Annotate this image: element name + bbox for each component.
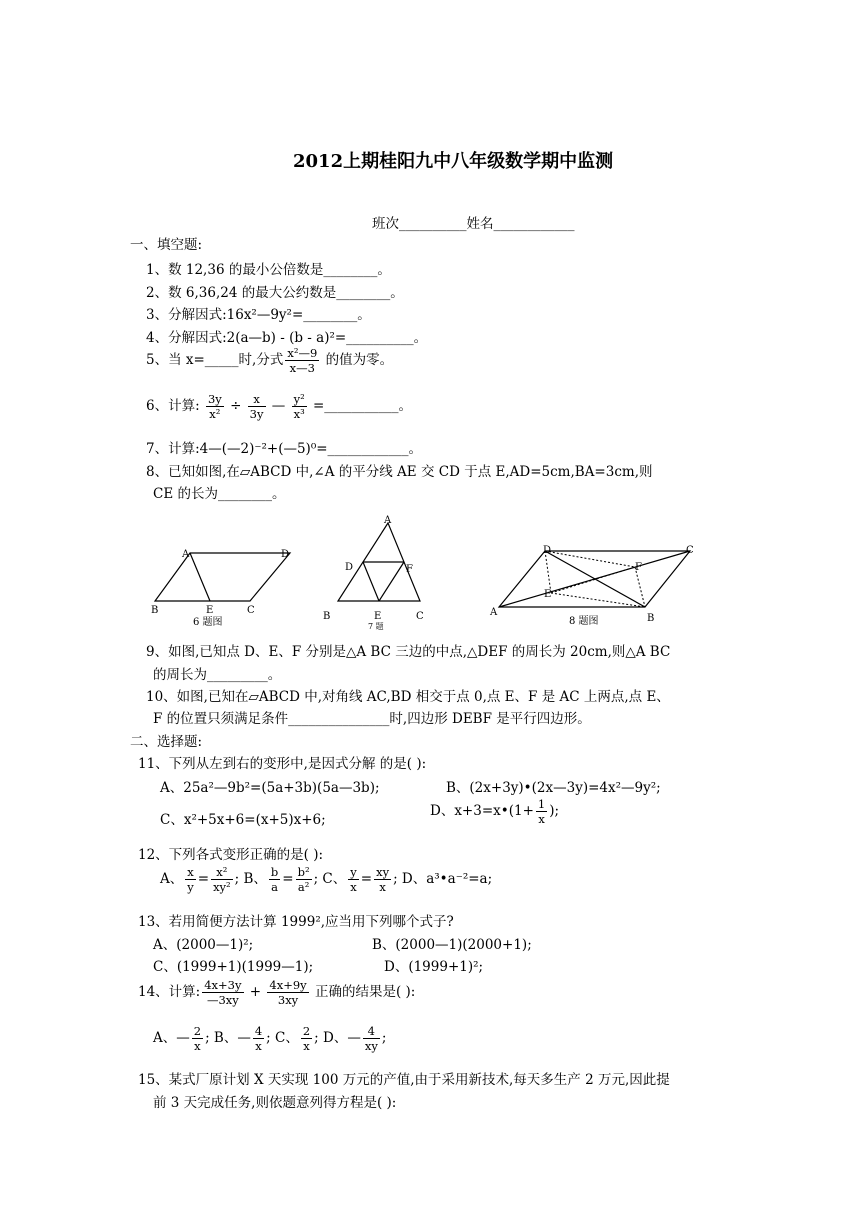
question-11-option-D: D、x+3=x•(1+ $\frac{1}{x}$ ); [430,797,560,826]
question-13-option-D: D、(1999+1)²; [384,959,484,975]
svg-text:C: C [686,545,694,556]
svg-text:C: C [247,605,255,616]
svg-text:E: E [206,605,214,616]
svg-text:D: D [281,549,290,560]
question-1: 1、数 12,36 的最小公倍数是________。 [146,262,391,278]
figure-8-parallelogram [485,543,710,628]
question-11-option-B: B、(2x+3y)•(2x—3y)=4x²—9y²; [446,780,661,796]
figure-7-triangle [318,515,428,630]
svg-text:F: F [635,562,642,573]
figure-6-parallelogram [145,545,305,630]
question-14-options: A、— $\frac{2}{x}$ ; B、— $\frac{4}{x}$ ; C、 $\frac{2}{x}$ ; D、— $\frac{4}{xy}$ ; [153,1024,387,1053]
figure-caption: 6 题图 [193,617,223,628]
question-13-option-C: C、(1999+1)(1999—1); [153,959,314,975]
question-9-line1: 9、如图,已知点 D、E、F 分别是△A BC 三边的中点,△DEF 的周长为 20cm,则△A BC [146,644,671,660]
svg-text:D: D [345,562,354,573]
question-6: 6、计算: $\frac{3y}{\text{x²}}$ ÷ $\frac{x}{3y}$ — $\frac{\text{y²}}{\text{x³}}$ =___________。 [146,392,413,421]
svg-text:C: C [416,611,424,622]
svg-text:A: A [182,549,190,560]
question-13-option-A: A、(2000—1)²; [153,937,254,953]
question-12-options: A、 $\frac{x}{y}$ = $\frac{\text{x²}}{\text{xy²}}$ ; B、 $\frac{b}{a}$ = $\frac{\text{b²}}{\text{a²}}$ ; C、 $\frac{y}{x}$ = $\frac{xy}{x}$ ; D、a³•a⁻²=a; [160,865,493,894]
question-8-line1: 8、已知如图,在▱ABCD 中,∠A 的平分线 AE 交 CD 于点 E,AD=5cm,BA=3cm,则 [146,464,653,480]
question-14: 14、计算: $\frac{4x+3y}{—3xy}$ + $\frac{4x+9y}{3xy}$ 正确的结果是( ): [138,978,416,1007]
question-8-line2: CE 的长为________。 [153,486,286,502]
question-13-option-B: B、(2000—1)(2000+1); [372,937,532,953]
question-11-option-C: C、x²+5x+6=(x+5)x+6; [160,812,326,828]
svg-text:A: A [384,515,392,526]
question-13: 13、若用简便方法计算 1999²,应当用下列哪个式子? [138,914,454,930]
figure-caption: 7 题 [368,622,384,630]
svg-text:F: F [406,564,413,575]
question-3: 3、分解因式:16x²—9y²=________。 [146,307,371,323]
svg-text:D: D [543,545,552,556]
question-7: 7、计算:4—(—2)⁻²+(—5)⁰=____________。 [146,441,423,457]
page-title: 2012上期桂阳九中八年级数学期中监测 [293,151,614,172]
question-15-line1: 15、某式厂原计划 X 天实现 100 万元的产值,由于采用新技术,每天多生产 2 万元,因此提 [138,1072,670,1088]
question-9-line2: 的周长为_________。 [153,667,282,683]
question-11-option-A: A、25a²—9b²=(5a+3b)(5a—3b); [160,780,380,796]
svg-text:B: B [323,611,331,622]
fraction: $\frac{\text{x²—9}}{x—3}$ [287,346,318,375]
svg-text:E: E [374,611,382,622]
svg-text:B: B [647,613,655,624]
question-10-line2: F 的位置只须满足条件_______________时,四边形 DEBF 是平行四边形。 [153,711,591,727]
question-5: 5、当 x=_____时,分式 $\frac{\text{x²—9}}{x—3}$ 的值为零。 [146,346,394,375]
question-4: 4、分解因式:2(a—b) - (b - a)²=__________。 [146,330,428,346]
question-12: 12、下列各式变形正确的是( ): [138,847,324,863]
figure-caption: 8 题图 [569,616,599,627]
svg-text:E: E [544,589,552,600]
question-10-line1: 10、如图,已知在▱ABCD 中,对角线 AC,BD 相交于点 0,点 E、F 是 AC 上两点,点 E、 [146,689,670,705]
question-11: 11、下列从左到右的变形中,是因式分解 的是( ): [138,756,427,772]
section-fill-blank: 一、填空题: [130,237,203,253]
class-name-line: 班次__________姓名____________ [372,216,575,232]
question-2: 2、数 6,36,24 的最大公约数是________。 [146,285,404,301]
section-multiple-choice: 二、选择题: [130,734,203,750]
svg-text:B: B [151,605,159,616]
svg-text:A: A [490,607,498,618]
question-15-line2: 前 3 天完成任务,则依题意列得方程是( ): [153,1095,397,1111]
